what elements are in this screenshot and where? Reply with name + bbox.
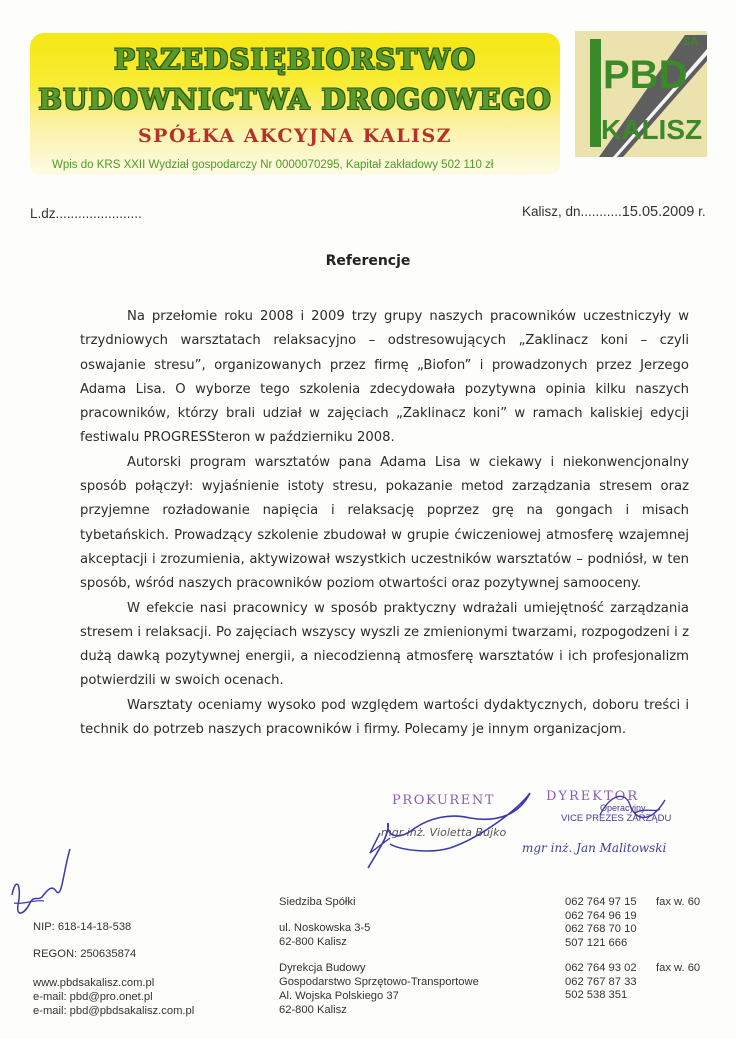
letterhead-banner — [30, 33, 560, 175]
seat-phones — [565, 896, 701, 950]
registry-info: Wpis do KRS XXII Wydział gospodarczy Nr 0000070295, Kapitał zakładowy 502 110 zł — [52, 159, 494, 171]
phone-number: 062 764 93 02 — [565, 962, 637, 974]
logo-graphic — [575, 31, 707, 157]
department-subtitle: Gospodarstwo Sprzętowo-Transportowe — [279, 976, 479, 988]
director-title: VICE PREZES ZARZĄDU — [561, 813, 672, 824]
letter-date: 15.05.2009 — [621, 204, 695, 220]
phone-row — [565, 937, 637, 951]
phone-row — [565, 976, 637, 990]
company-form: SPÓŁKA AKCYJNA KALISZ — [137, 125, 453, 147]
director-signature — [595, 785, 675, 835]
phone-number: 062 764 96 19 — [565, 909, 637, 922]
phone-row — [565, 910, 637, 924]
city-label: Kalisz, dn. — [522, 204, 585, 219]
phone-row — [565, 989, 637, 1003]
reference-label: L.dz. — [30, 206, 60, 221]
date-suffix: r. — [698, 204, 706, 219]
prokurent-stamp: PROKURENT — [392, 793, 496, 808]
phone-row — [565, 923, 637, 937]
place-and-date — [522, 204, 706, 220]
seat-title: Siedziba Spółki — [279, 896, 356, 908]
department-title: Dyrekcja Budowy — [279, 962, 366, 974]
director-stamp: DYREKTOR — [546, 789, 640, 804]
body-paragraph: Na przełomie roku 2008 i 2009 trzy grupy naszych pracowników uczestniczyły w trzydniowych warsztatach relaksacyjno – odstresowujących „Zaklinacz koni – czyli oswajanie stresu”, organizowanych przez firmę „Biofon” i prowadzonych przez Jerzego Adama Lisa. O wyborze tego szkolenia zdecydowała pozytywna opinia kilku naszych pracowników, którzy brali udział w zajęciach „Zaklinacz koni” w ramach kaliskiej edycji festiwalu PROGRESSteron w październiku 2008. — [80, 309, 689, 446]
phone-number: 502 538 351 — [565, 989, 628, 1001]
phone-row — [565, 896, 701, 910]
phone-row — [565, 962, 701, 976]
department-street: Al. Wojska Polskiego 37 — [279, 990, 399, 1002]
body-paragraph: Warsztaty oceniamy wysoko pod względem wartości dydaktycznych, doboru treści i technik do potrzeb naszych pracowników i firmy. Polecamy je innym organizacjom. — [80, 697, 689, 738]
prokurent-name: mgr inż. Violetta Bujko — [381, 826, 507, 839]
company-name-line2: BUDOWNICTWA DROGOWEGO — [38, 83, 552, 116]
reference-number — [30, 206, 142, 221]
phone-number: 062 767 87 33 — [565, 975, 637, 988]
body-paragraph: W efekcie nasi pracownicy w sposób praktyczny wdrażali umiejętność zarządzania stresem i relaksacji. Po zajęciach wszyscy wyszli ze zmienionymi twarzami, rozpogodzeni i z dużą dawką pozytywnej energii, a niecodzienną atmosferę warsztatów i ich profesjonalizm potwierdzili w swoich ocenach. — [80, 600, 689, 689]
letter-body — [80, 305, 689, 742]
phone-number: 062 768 70 10 — [565, 923, 637, 935]
phone-number: 507 121 666 — [565, 936, 628, 949]
email-link[interactable]: e-mail: pbd@pbdsakalisz.com.pl — [33, 1005, 195, 1017]
logo-city-text: KALISZ — [601, 114, 703, 145]
company-name-line1: PRZEDSIĘBIORSTWO — [113, 43, 477, 76]
margin-initials — [4, 845, 74, 930]
director-subtitle: Operacyjny — [600, 803, 646, 813]
logo-sa-text: SA — [683, 36, 699, 48]
seat-city: 62-800 Kalisz — [279, 936, 347, 948]
nip-number: NIP: 618-14-18-538 — [33, 921, 132, 933]
department-phones — [565, 962, 701, 1003]
company-logo — [575, 31, 707, 157]
document-title: Referencje — [325, 253, 411, 269]
reference-dots: ...................... — [59, 206, 142, 221]
phone-number: 062 764 97 15 — [565, 896, 637, 908]
website-link[interactable]: www.pbdsakalisz.com.pl — [33, 977, 155, 989]
fax-extension: fax w. 60 — [656, 896, 701, 908]
date-dots: .......... — [584, 204, 622, 219]
seat-street: ul. Noskowska 3-5 — [279, 922, 371, 934]
email-link[interactable]: e-mail: pbd@pro.onet.pl — [33, 991, 153, 1003]
logo-pbd-text: PBD — [603, 53, 688, 97]
fax-extension: fax w. 60 — [656, 962, 701, 974]
director-name: mgr inż. Jan Malitowski — [522, 841, 667, 855]
regon-number: REGON: 250635874 — [33, 948, 137, 960]
department-city: 62-800 Kalisz — [279, 1004, 347, 1016]
prokurent-signature — [360, 778, 540, 878]
body-paragraph: Autorski program warsztatów pana Adama Lisa w ciekawy i niekonwencjonalny sposób połączył: wyjaśnienie istoty stresu, pokazanie metod zarządzania stresem oraz przyjemne rozładowanie napięcia i relaksację poprzez grę na gongach i misach tybetańskich. Prowadzący szkolenie zbudował w grupie ćwiczeniowej atmosferę wzajemnej akceptacji i zrozumienia, aktywizował wszystkich uczestników warsztatów – podniósł, w ten sposób, wśród naszych pracowników poziom otwartości oraz pozytywnej samooceny. — [80, 454, 689, 592]
